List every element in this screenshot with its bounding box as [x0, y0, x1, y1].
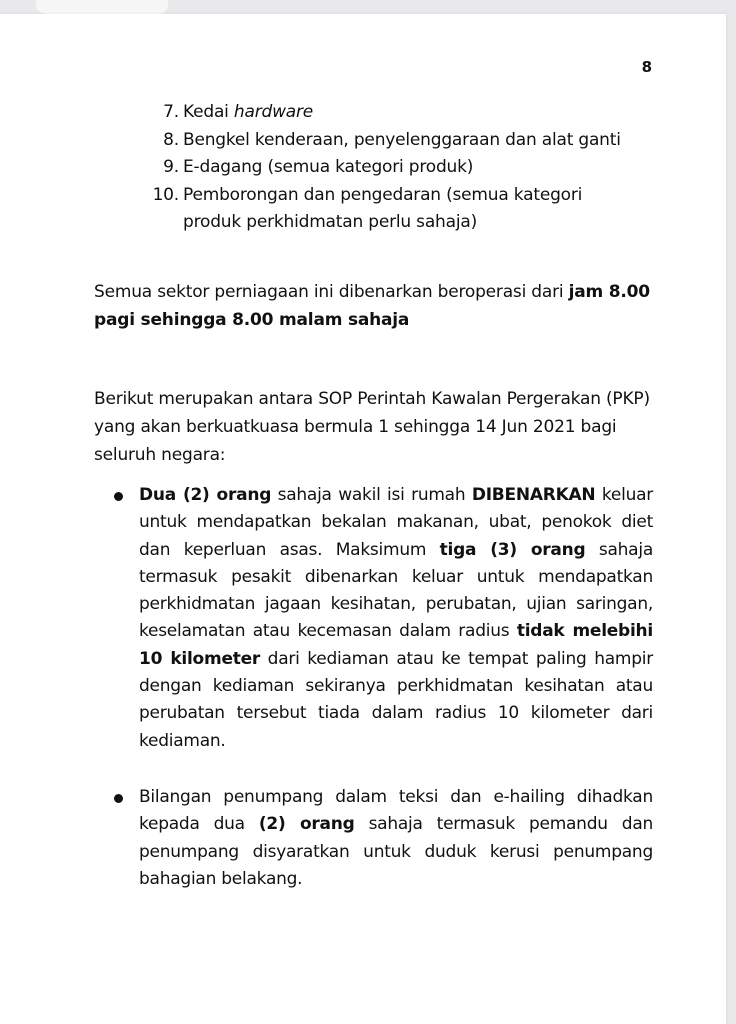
list-text: Pemborongan dan pengedaran (semua kategori produk perkhidmatan perlu sahaja)	[183, 184, 583, 232]
bullet-text: keluar untuk mendapatkan bekalan makanan, ubat, penokok diet dan keperluan asas. Maksimum	[139, 485, 653, 560]
list-item	[143, 127, 663, 155]
page-number: 8	[641, 58, 652, 76]
bold-text: tidak melebihi 10 kilometer	[139, 621, 653, 669]
operating-hours-paragraph	[94, 278, 654, 334]
list-number: 7.	[163, 102, 179, 122]
bullet-text: sahaja termasuk pemandu dan penumpang disyaratkan untuk duduk kerusi penumpang bahagian belakang.	[139, 814, 654, 889]
sop-intro-paragraph: Berikut merupakan antara SOP Perintah Kawalan Pergerakan (PKP) yang akan berkuatkuasa bermula 1 sehingga 14 Jun 2021 bagi seluruh negara:	[94, 389, 650, 465]
bold-text: Dua (2) orang	[139, 485, 272, 505]
list-text	[183, 99, 653, 127]
list-text: Bengkel kenderaan, penyelenggaraan dan alat ganti	[183, 129, 621, 150]
bullet-text: sahaja wakil isi rumah	[271, 485, 472, 505]
bullet-text: Bilangan penumpang dalam teksi dan e-hailing dihadkan kepada dua	[139, 787, 653, 835]
bold-text: DIBENARKAN	[471, 485, 596, 505]
document-page	[0, 14, 726, 1024]
numbered-list	[143, 99, 663, 237]
bold-text: tiga (3) orang	[439, 539, 586, 560]
bold-text: (2) orang	[258, 814, 355, 835]
paragraph-bold-text: jam 8.00 pagi sehingga 8.00 malam sahaja	[94, 282, 650, 330]
bullet-item	[107, 482, 653, 755]
paragraph-text: Semua sektor perniagaan ini dibenarkan beroperasi dari	[94, 282, 569, 302]
list-item	[143, 99, 663, 127]
list-number: 9.	[163, 157, 179, 177]
bullet-text: sahaja termasuk pesakit dibenarkan keluar untuk mendapatkan perkhidmatan jagaan kesihatan, perubatan, ujian saringan, keselamatan atau kecemasan dalam radius	[139, 539, 653, 642]
bullet-list	[107, 482, 653, 755]
list-text: E-dagang (semua kategori produk)	[183, 157, 474, 177]
bullet-text: dari kediaman atau ke tempat paling hampir dengan kediaman sekiranya perkhidmatan kesihatan atau perubatan tersebut tiada dalam radius 10 kilometer dari kediaman.	[139, 648, 653, 751]
list-text-italic: hardware	[233, 102, 314, 122]
previous-page-edge	[36, 0, 168, 14]
list-text-plain: Kedai	[183, 102, 234, 122]
bullet-item	[107, 784, 653, 893]
bullet-list	[107, 784, 653, 893]
bullet-icon	[114, 492, 123, 501]
list-number: 10.	[152, 184, 179, 205]
list-number: 8.	[163, 129, 179, 150]
list-item	[143, 154, 663, 182]
list-item	[143, 182, 663, 237]
bullet-icon	[114, 794, 123, 803]
